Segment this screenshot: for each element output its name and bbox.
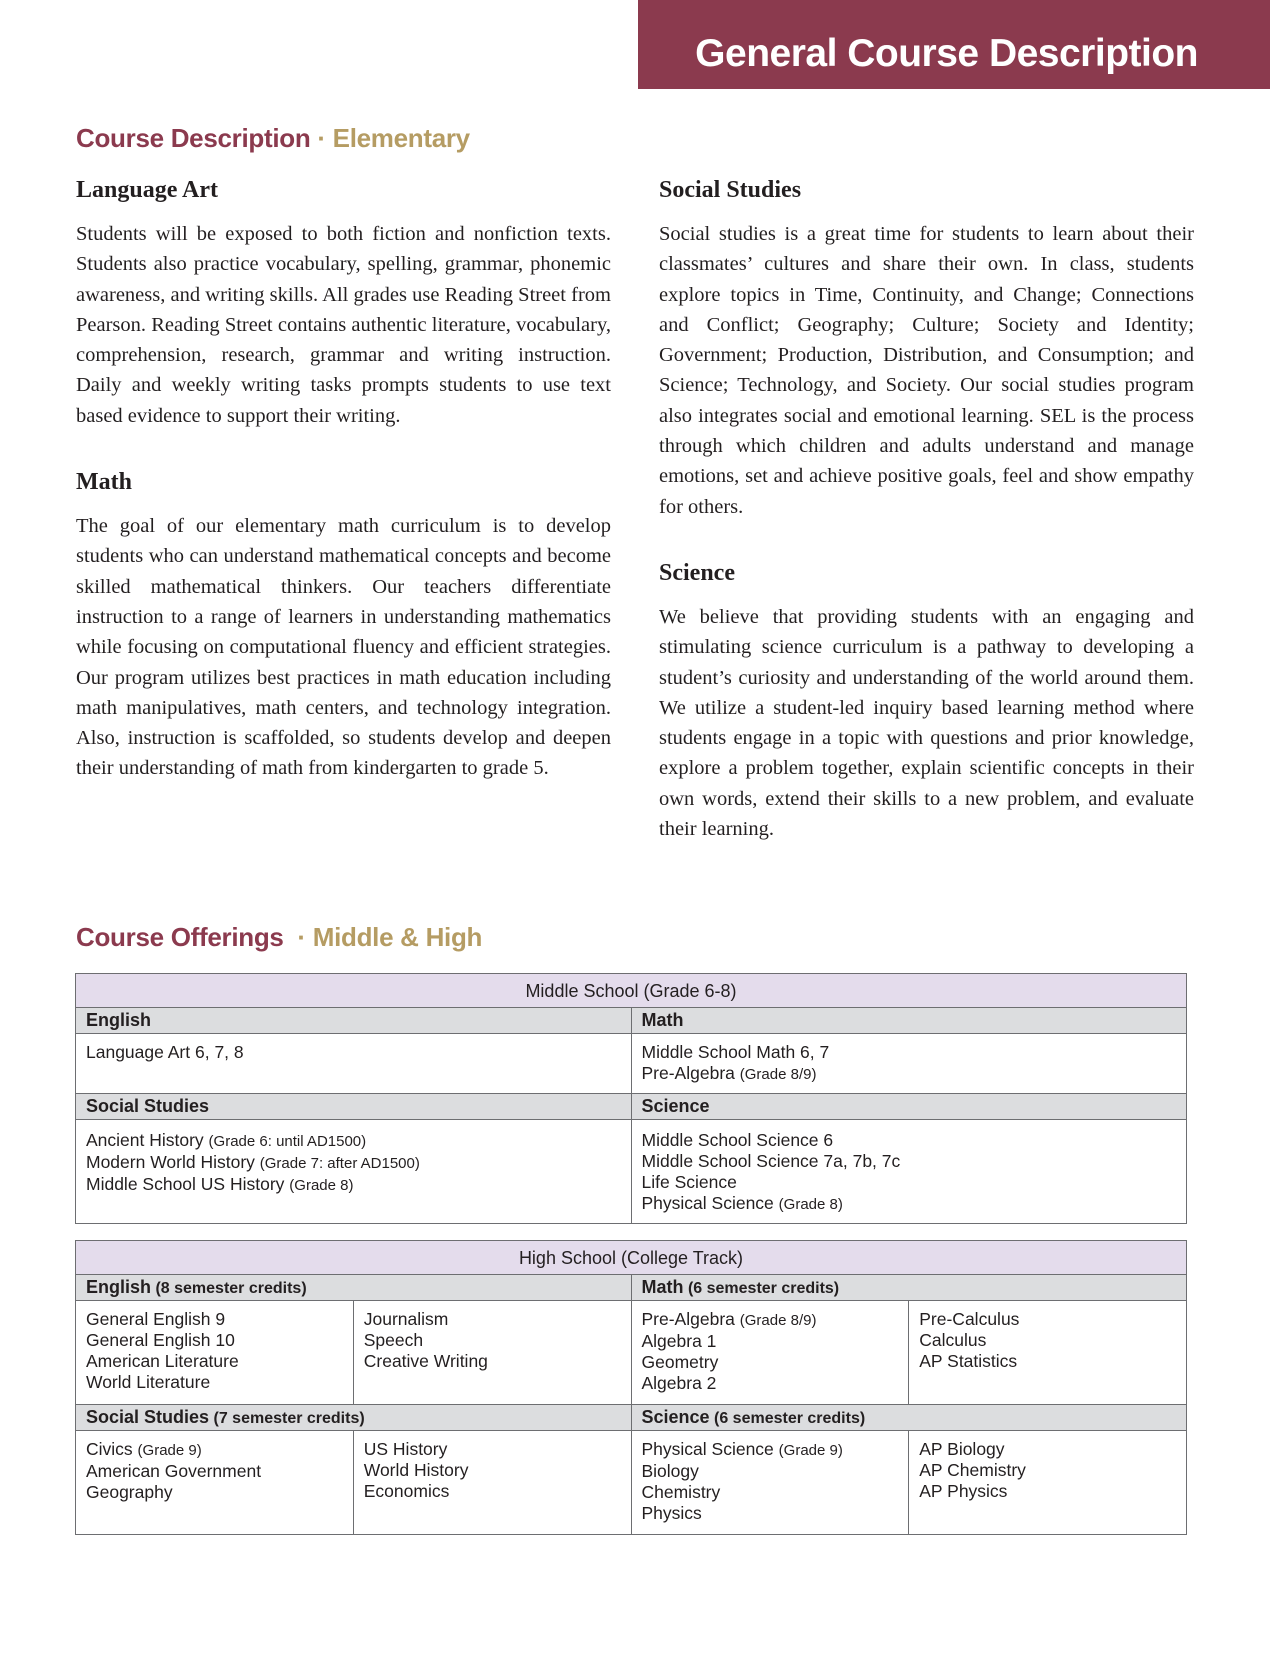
- subject-label: Science: [641, 1407, 710, 1427]
- social-studies-body: Social studies is a great time for students to learn about their classmates’ cultures and share their own. In class, students explore topics in Time, Continuity, and Change; Connections and Conflict; Geography; Culture; Society and Identity; Government; Production, Distribution, and Consumption; and Science; Technology, and Society. Our social studies program also integrates social and emotional learning. SEL is the process through which children and adults understand and manage emotions, set and achieve positive goals, feel and show empathy for others.: [659, 223, 1194, 518]
- course-name: Civics: [86, 1439, 138, 1459]
- course-item: [364, 1460, 621, 1481]
- course-note: (Grade 8/9): [739, 1066, 817, 1083]
- course-name: Pre-Calculus: [919, 1309, 1020, 1329]
- hs-math-header: [631, 1275, 1187, 1301]
- course-name: AP Biology: [919, 1439, 1005, 1459]
- course-item: [364, 1481, 621, 1502]
- course-item: [919, 1439, 1176, 1460]
- middle-school-table: [75, 973, 1187, 1224]
- course-item: [86, 1309, 343, 1330]
- hs-english-courses-1: [76, 1301, 354, 1405]
- elementary-left-column: [76, 173, 611, 818]
- course-item: [86, 1461, 343, 1482]
- hs-english-header: [76, 1275, 632, 1301]
- middle-school-title: Middle School (Grade 6-8): [76, 974, 1187, 1008]
- course-item: [642, 1151, 1177, 1172]
- course-name: American Government: [86, 1461, 262, 1481]
- ms-social-studies-courses: [76, 1120, 632, 1224]
- course-item: [642, 1503, 899, 1524]
- social-studies-heading: Social Studies: [659, 177, 802, 203]
- course-name: Algebra 1: [641, 1331, 717, 1351]
- course-name: US History: [363, 1439, 448, 1459]
- course-item: [86, 1042, 621, 1063]
- hs-social-studies-courses-1: [76, 1431, 354, 1535]
- elementary-section-heading: [76, 123, 470, 154]
- course-name: AP Chemistry: [919, 1460, 1026, 1480]
- course-name: Pre-Algebra: [641, 1063, 740, 1083]
- course-item: [642, 1373, 899, 1394]
- hs-science-courses-1: [631, 1431, 909, 1535]
- ms-math-header: Math: [631, 1008, 1187, 1034]
- heading-separator: ·: [283, 922, 313, 952]
- course-name: AP Physics: [919, 1481, 1008, 1501]
- ms-social-studies-header: Social Studies: [76, 1094, 632, 1120]
- course-item: [86, 1174, 621, 1196]
- course-name: Journalism: [363, 1309, 449, 1329]
- course-name: American Literature: [86, 1351, 239, 1371]
- offerings-section-heading: [76, 922, 482, 953]
- language-art-heading: Language Art: [76, 177, 219, 203]
- course-note: (Grade 7: after AD1500): [259, 1155, 420, 1172]
- course-name: Physical Science: [641, 1439, 779, 1459]
- high-school-table: [75, 1240, 1187, 1535]
- course-name: Algebra 2: [641, 1373, 717, 1393]
- science-body: We believe that providing students with an engaging and stimulating science curriculum is a pathway to developing a student’s curiosity and understanding of the world around them. We utilize a student-led inquiry based learning method where students engage in a topic with questions and prior knowledge, explore a problem together, explain scientific concepts in their own words, extend their skills to a new problem, and evaluate their learning.: [659, 605, 1194, 841]
- course-item: [642, 1482, 899, 1503]
- hs-science-header: [631, 1405, 1187, 1431]
- subject-label: English: [86, 1277, 152, 1297]
- course-item: [86, 1482, 343, 1503]
- course-note: (Grade 8/9): [739, 1312, 817, 1329]
- heading-primary: Course Description: [76, 123, 311, 153]
- course-item: [642, 1172, 1177, 1193]
- language-art-body: Students will be exposed to both fiction and nonfiction texts. Students also practice vocabulary, spelling, grammar, phonemic awareness, and writing skills. All grades use Reading Street from Pearson. Reading Street contains authentic literature, vocabulary, comprehension, research, grammar and writing instruction. Daily and weekly writing tasks prompts students to use text based evidence to support their writing.: [76, 223, 611, 427]
- course-name: Speech: [363, 1330, 424, 1350]
- credits-label: (7 semester credits): [209, 1410, 365, 1427]
- course-note: (Grade 9): [778, 1442, 843, 1459]
- course-item: [86, 1330, 343, 1351]
- course-item: [86, 1351, 343, 1372]
- hs-math-courses-1: [631, 1301, 909, 1405]
- course-name: Ancient History: [86, 1130, 209, 1150]
- course-name: Economics: [363, 1481, 450, 1501]
- course-name: Physical Science: [641, 1193, 779, 1213]
- ms-math-courses: [631, 1034, 1187, 1094]
- course-name: Pre-Algebra: [641, 1309, 740, 1329]
- course-name: Geography: [86, 1482, 173, 1502]
- credits-label: (6 semester credits): [683, 1280, 840, 1297]
- course-note: (Grade 6: until AD1500): [208, 1133, 367, 1150]
- high-school-title: High School (College Track): [76, 1241, 1187, 1275]
- heading-separator: ·: [310, 123, 333, 153]
- ms-science-courses: [631, 1120, 1187, 1224]
- course-item: [919, 1460, 1176, 1481]
- course-item: [642, 1193, 1177, 1215]
- hs-social-studies-header: [76, 1405, 632, 1431]
- course-item: [919, 1309, 1176, 1330]
- course-name: General English 9: [86, 1309, 226, 1329]
- course-note: (Grade 9): [137, 1442, 202, 1459]
- course-name: Middle School Science 7a, 7b, 7c: [641, 1151, 901, 1171]
- credits-label: (6 semester credits): [709, 1410, 866, 1427]
- course-name: Middle School Science 6: [641, 1130, 834, 1150]
- ms-english-courses: [76, 1034, 632, 1094]
- course-name: Modern World History: [86, 1152, 260, 1172]
- heading-secondary: Middle & High: [312, 922, 483, 952]
- course-item: [86, 1439, 343, 1461]
- course-name: Calculus: [919, 1330, 987, 1350]
- course-item: [642, 1130, 1177, 1151]
- science-heading: Science: [659, 559, 735, 586]
- subject-label: Social Studies: [86, 1407, 210, 1427]
- course-item: [364, 1330, 621, 1351]
- course-name: Middle School US History: [86, 1174, 290, 1194]
- course-note: (Grade 8): [289, 1177, 354, 1194]
- course-name: General English 10: [86, 1330, 235, 1350]
- course-item: [364, 1309, 621, 1330]
- course-name: Life Science: [641, 1172, 737, 1192]
- course-item: [642, 1352, 899, 1373]
- hs-english-courses-2: [353, 1301, 631, 1405]
- course-item: [919, 1351, 1176, 1372]
- credits-label: (8 semester credits): [151, 1280, 307, 1297]
- course-item: [642, 1461, 899, 1482]
- banner-title: General Course Description: [695, 32, 1198, 75]
- course-item: [919, 1330, 1176, 1351]
- course-item: [86, 1372, 343, 1393]
- heading-secondary: Elementary: [332, 123, 470, 153]
- ms-science-header: Science: [631, 1094, 1187, 1120]
- course-name: Creative Writing: [363, 1351, 488, 1371]
- math-heading: Math: [76, 469, 132, 496]
- page-banner: [638, 0, 1270, 89]
- course-name: Biology: [641, 1461, 699, 1481]
- course-name: AP Statistics: [919, 1351, 1018, 1371]
- hs-math-courses-2: [909, 1301, 1187, 1405]
- course-name: Geometry: [641, 1352, 719, 1372]
- course-item: [642, 1063, 1177, 1085]
- hs-social-studies-courses-2: [353, 1431, 631, 1535]
- course-item: [364, 1351, 621, 1372]
- subject-label: Math: [641, 1277, 684, 1297]
- course-item: [642, 1042, 1177, 1063]
- course-item: [919, 1481, 1176, 1502]
- course-item: [642, 1439, 899, 1461]
- heading-primary: Course Offerings: [76, 922, 284, 952]
- math-body: The goal of our elementary math curriculum is to develop students who can understand mathematical concepts and become skilled mathematical thinkers. Our teachers differentiate instruction to a range of learners in understanding mathematics while focusing on computational fluency and efficient strategies. Our program utilizes best practices in math education including math manipulatives, math centers, and technology integration. Also, instruction is scaffolded, so students develop and deepen their understanding of math from kindergarten to grade 5.: [76, 515, 611, 780]
- course-name: World Literature: [86, 1372, 211, 1392]
- course-item: [364, 1439, 621, 1460]
- course-name: Middle School Math 6, 7: [641, 1042, 830, 1062]
- course-item: [642, 1309, 899, 1331]
- ms-english-header: English: [76, 1008, 632, 1034]
- course-name: World History: [363, 1460, 469, 1480]
- course-name: Physics: [641, 1503, 702, 1523]
- course-name: Language Art 6, 7, 8: [86, 1042, 244, 1062]
- course-name: Chemistry: [641, 1482, 721, 1502]
- hs-science-courses-2: [909, 1431, 1187, 1535]
- elementary-right-column: [659, 173, 1194, 878]
- course-note: (Grade 8): [778, 1196, 843, 1213]
- course-item: [86, 1130, 621, 1152]
- course-item: [642, 1331, 899, 1352]
- course-item: [86, 1152, 621, 1174]
